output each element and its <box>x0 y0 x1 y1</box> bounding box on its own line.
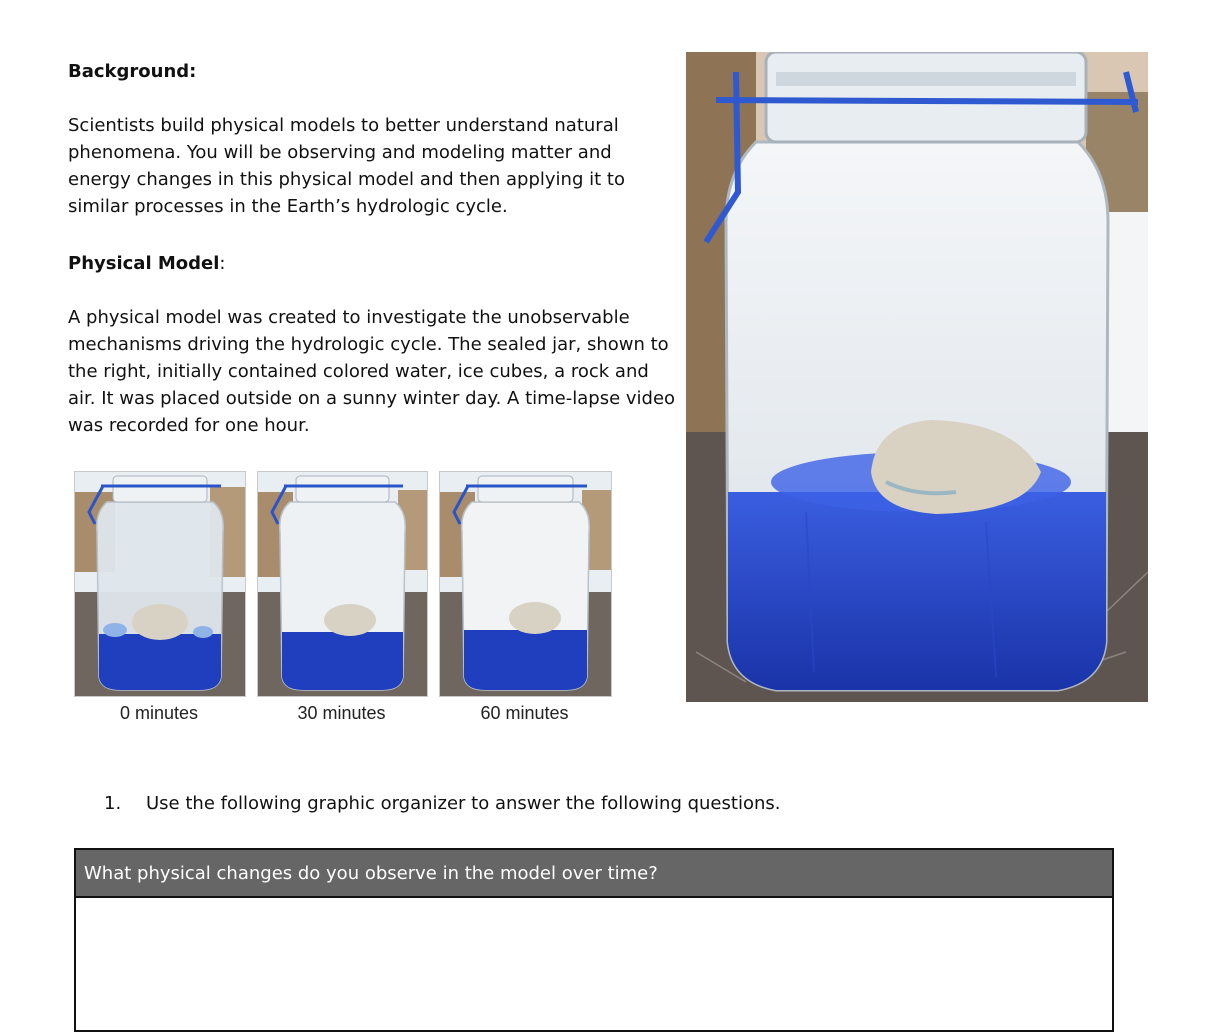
background-heading: Background: <box>68 61 197 82</box>
physical-model-heading <box>68 250 226 277</box>
question-text: Use the following graphic organizer to answer the following questions. <box>146 793 781 814</box>
jar-photo-large <box>686 52 1148 702</box>
jar-photo-60-minutes <box>439 471 612 697</box>
jar-photo-0-minutes <box>74 471 246 697</box>
jar-photo-30-minutes <box>257 471 428 697</box>
organizer-header: What physical changes do you observe in the model over time? <box>76 850 1112 898</box>
caption-0-minutes: 0 minutes <box>119 703 199 723</box>
question-number: 1. <box>104 793 122 814</box>
physical-model-paragraph: A physical model was created to investigate the unobservable mechanisms driving the hydrologic cycle. The sealed jar, shown to the right, initially contained colored water, ice cubes, a rock and air. It was placed outside on a sunny winter day. A time-lapse video was recorded for one hour. <box>68 307 676 436</box>
graphic-organizer <box>74 848 1114 1032</box>
physical-model-heading-label: Physical Model <box>68 253 220 274</box>
organizer-answer-area[interactable] <box>76 898 1112 1028</box>
physical-model-heading-colon: : <box>219 253 226 274</box>
background-paragraph: Scientists build physical models to better understand natural phenomena. You will be observing and modeling matter and energy changes in this physical model and then applying it to similar processes in the Earth’s hydrologic cycle. <box>68 115 625 217</box>
caption-60-minutes: 60 minutes <box>480 703 569 723</box>
caption-30-minutes: 30 minutes <box>297 703 386 723</box>
